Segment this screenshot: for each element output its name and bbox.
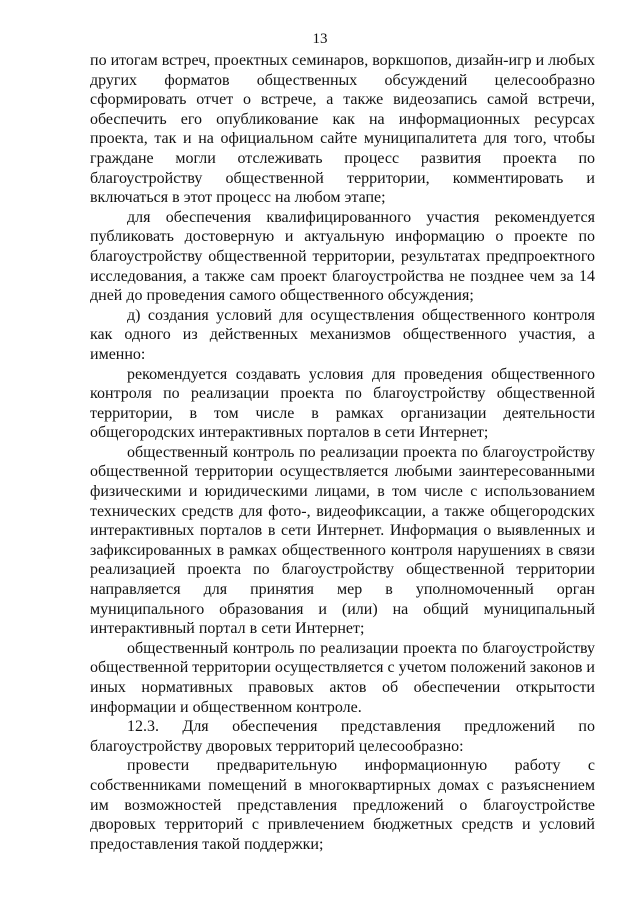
document-body: [90, 51, 595, 854]
paragraph-preliminary-work: провести предварительную информационную работу с собственниками помещений в многоквартирных домах с разъяснением им возможностей представления предложений о благоустройстве дворовых территорий с привлечением бюджетных средств и условий предоставления такой поддержки;: [90, 757, 595, 853]
paragraph-public-control-laws: общественный контроль по реализации проекта по благоустройству общественной территории осуществляется с учетом положений законов и иных нормативных правовых актов об обеспечении открытости информации и общественном контроле.: [90, 639, 595, 716]
paragraph-qualified-participation: для обеспечения квалифицированного участия рекомендуется публиковать достоверную и актуальную информацию о проекте по благоустройству общественной территории, результатах предпроектного исследования, а также сам проект благоустройства не позднее чем за 14 дней до проведения самого общественного обсуждения;: [90, 208, 595, 305]
paragraph-public-control-execution: общественный контроль по реализации проекта по благоустройству общественной территории осуществляется любыми заинтересованными физическими и юридическими лицами, в том числе с использованием технических средств для фото-, видеофиксации, а также общегородских интерактивных порталов в сети Интернет. Информация о выявленных и зафиксированных в рамках общественного контроля нарушениях в связи реализацией проекта по благоустройству общественной территории направляется для принятия мер в уполномоченный орган муниципального образования и (или) на общий муниципальный интерактивный портал в сети Интернет;: [90, 443, 595, 638]
paragraph-section-12-3: 12.3. Для обеспечения представления предложений по благоустройству дворовых территорий целесообразно:: [90, 718, 595, 755]
paragraph-public-control-conditions: рекомендуется создавать условия для проведения общественного контроля по реализации проекта по благоустройству общественной территории, в том числе в рамках организации деятельности общегородских интерактивных порталов в сети Интернет;: [90, 365, 595, 442]
page-number: 13: [312, 31, 328, 47]
paragraph-public-control-item-d: д) создания условий для осуществления общественного контроля как одного из действенных механизмов общественного участия, а именно:: [90, 306, 595, 363]
paragraph-meeting-report: по итогам встреч, проектных семинаров, воркшопов, дизайн-игр и любых других форматов общественных обсуждений целесообразно сформировать отчет о встрече, а также видеозапись самой встречи, обеспечить его опубликование как на информационных ресурсах проекта, так и на официальном сайте муниципалитета для того, чтобы граждане могли отслеживать процесс развития проекта по благоустройству общественной территории, комментировать и включаться в этот процесс на любом этапе;: [90, 52, 595, 207]
